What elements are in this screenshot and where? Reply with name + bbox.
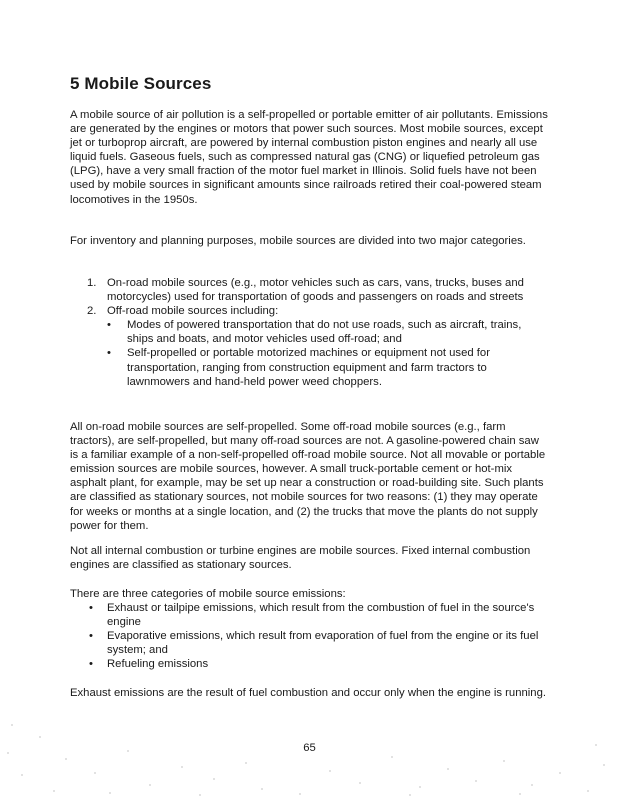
list-number: 2. bbox=[87, 305, 97, 318]
list-item bbox=[70, 346, 550, 388]
list-item bbox=[70, 304, 550, 318]
page-number: 65 bbox=[303, 742, 316, 754]
bullet-icon: • bbox=[89, 602, 93, 614]
scan-speckle-noise bbox=[0, 715, 619, 800]
section-heading: 5 Mobile Sources bbox=[70, 74, 212, 93]
list-item-text: Evaporative emissions, which result from evaporation of fuel from the engine or its fuel system; and bbox=[107, 630, 539, 657]
list-item-text: Modes of powered transportation that do not use roads, such as aircraft, trains, ships and boats, and motor vehicles used off-road; and bbox=[127, 319, 522, 346]
off-road-sublist bbox=[70, 318, 550, 388]
paragraph-exhaust: Exhaust emissions are the result of fuel combustion and occur only when the engine is running. bbox=[70, 687, 546, 699]
list-item bbox=[70, 657, 550, 671]
bullet-icon: • bbox=[89, 658, 93, 671]
emission-type-list bbox=[70, 601, 550, 671]
paragraph-self-propelled: All on-road mobile sources are self-propelled. Some off-road mobile sources (e.g., farm tractors), are self-propelled, but many off-road sources are not. A gasoline-powered chain saw is a familiar example of a non-self-propelled off-road mobile source. Not all movable or portable emission sources are mobile sources, however. A small truck-portable cement or hot-mix asphalt plant, for example, may be set up near a construction or road-building site. Such plants are classified as stationary sources, not mobile sources for two reasons: (1) they may operate for weeks or months at a single location, and (2) the trucks that move the plants do not supply power for them. bbox=[70, 421, 546, 532]
list-item bbox=[70, 601, 550, 629]
list-item-text: On-road mobile sources (e.g., motor vehicles such as cars, vans, trucks, buses and motorcycles) used for transportation of goods and passengers on roads and streets bbox=[107, 277, 524, 304]
list-item-text: Refueling emissions bbox=[107, 658, 209, 671]
list-item bbox=[70, 276, 550, 304]
paragraph-categories-intro: For inventory and planning purposes, mobile sources are divided into two major categories. bbox=[70, 235, 526, 247]
paragraph-definition: A mobile source of air pollution is a self-propelled or portable emitter of air pollutants. Emissions are generated by the engines or motors that power such sources. Most mobile sources, except jet or turboprop aircraft, are powered by internal combustion piston engines and nearly all use liquid fuels. Gaseous fuels, such as compressed natural gas (CNG) or liquefied petroleum gas (LPG), have a very small fraction of the motor fuel market in Illinois. Solid fuels have not been used by mobile sources in significant amounts since railroads retired their coal-powered steam locomotives in the 1950s. bbox=[70, 109, 548, 206]
bullet-icon: • bbox=[89, 630, 93, 643]
list-number: 1. bbox=[87, 277, 97, 289]
mobile-source-category-list bbox=[70, 276, 550, 389]
paragraph-internal-combustion: Not all internal combustion or turbine engines are mobile sources. Fixed internal combustion engines are classified as stationary sources. bbox=[70, 545, 531, 572]
list-item-text: Off-road mobile sources including: bbox=[107, 305, 279, 318]
list-item-text: Self-propelled or portable motorized machines or equipment not used for transportation, ranging from construction equipment and farm tractors to lawnmowers and hand-held power weed choppers. bbox=[127, 347, 490, 388]
list-item bbox=[70, 629, 550, 657]
paragraph-emission-categories-intro: There are three categories of mobile source emissions: bbox=[70, 588, 346, 600]
bullet-icon: • bbox=[107, 347, 111, 360]
bullet-icon: • bbox=[107, 319, 111, 332]
list-item bbox=[70, 318, 550, 346]
list-item-text: Exhaust or tailpipe emissions, which result from the combustion of fuel in the source's engine bbox=[107, 602, 535, 629]
